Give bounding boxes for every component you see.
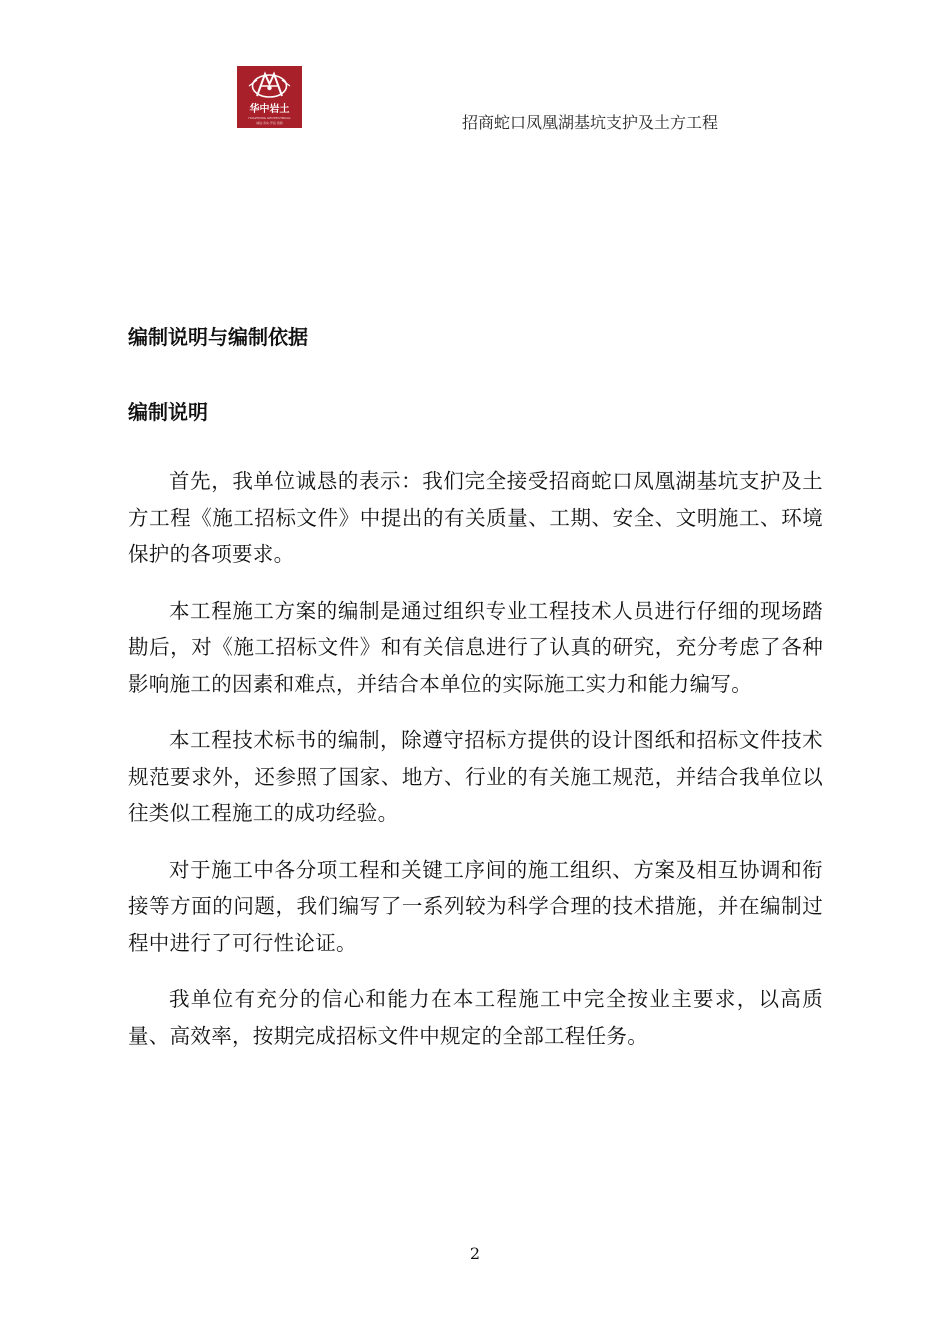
company-logo bbox=[237, 66, 302, 128]
logo-company-name: 华中岩土 bbox=[249, 104, 290, 115]
document-header-title: 招商蛇口凤凰湖基坑支护及土方工程 bbox=[462, 113, 719, 132]
body-text bbox=[128, 463, 823, 1074]
page-number: 2 bbox=[469, 1244, 481, 1263]
paragraph: 对于施工中各分项工程和关键工序间的施工组织、方案及相互协调和衔接等方面的问题，我们编写了一系列较为科学合理的技术措施，并在编制过程中进行了可行性论证。 bbox=[128, 857, 823, 955]
paragraph: 我单位有充分的信心和能力在本工程施工中完全按业主要求，以高质量、高效率，按期完成招标文件中规定的全部工程任务。 bbox=[128, 987, 823, 1048]
paragraph: 本工程施工方案的编制是通过组织专业工程技术人员进行仔细的现场踏勘后，对《施工招标文件》和有关信息进行了认真的研究，充分考虑了各种影响施工的因素和难点，并结合本单位的实际施工实力和能力编写。 bbox=[128, 598, 823, 696]
subsection-heading: 编制说明 bbox=[128, 400, 208, 424]
paragraph: 首先，我单位诚恳的表示：我们完全接受招商蛇口凤凰湖基坑支护及土方工程《施工招标文件》中提出的有关质量、工期、安全、文明施工、环境保护的各项要求。 bbox=[128, 469, 823, 566]
logo-english-name: HUAZHONG GEOTECHNICAL bbox=[248, 116, 291, 120]
section-heading: 编制说明与编制依据 bbox=[128, 325, 308, 349]
paragraph: 本工程技术标书的编制，除遵守招标方提供的设计图纸和招标文件技术规范要求外，还参照了国家、地方、行业的有关施工规范，并结合我单位以往类似工程施工的成功经验。 bbox=[128, 728, 823, 825]
logo-slogan: 诚信·务实·开拓·创新 bbox=[256, 121, 283, 125]
